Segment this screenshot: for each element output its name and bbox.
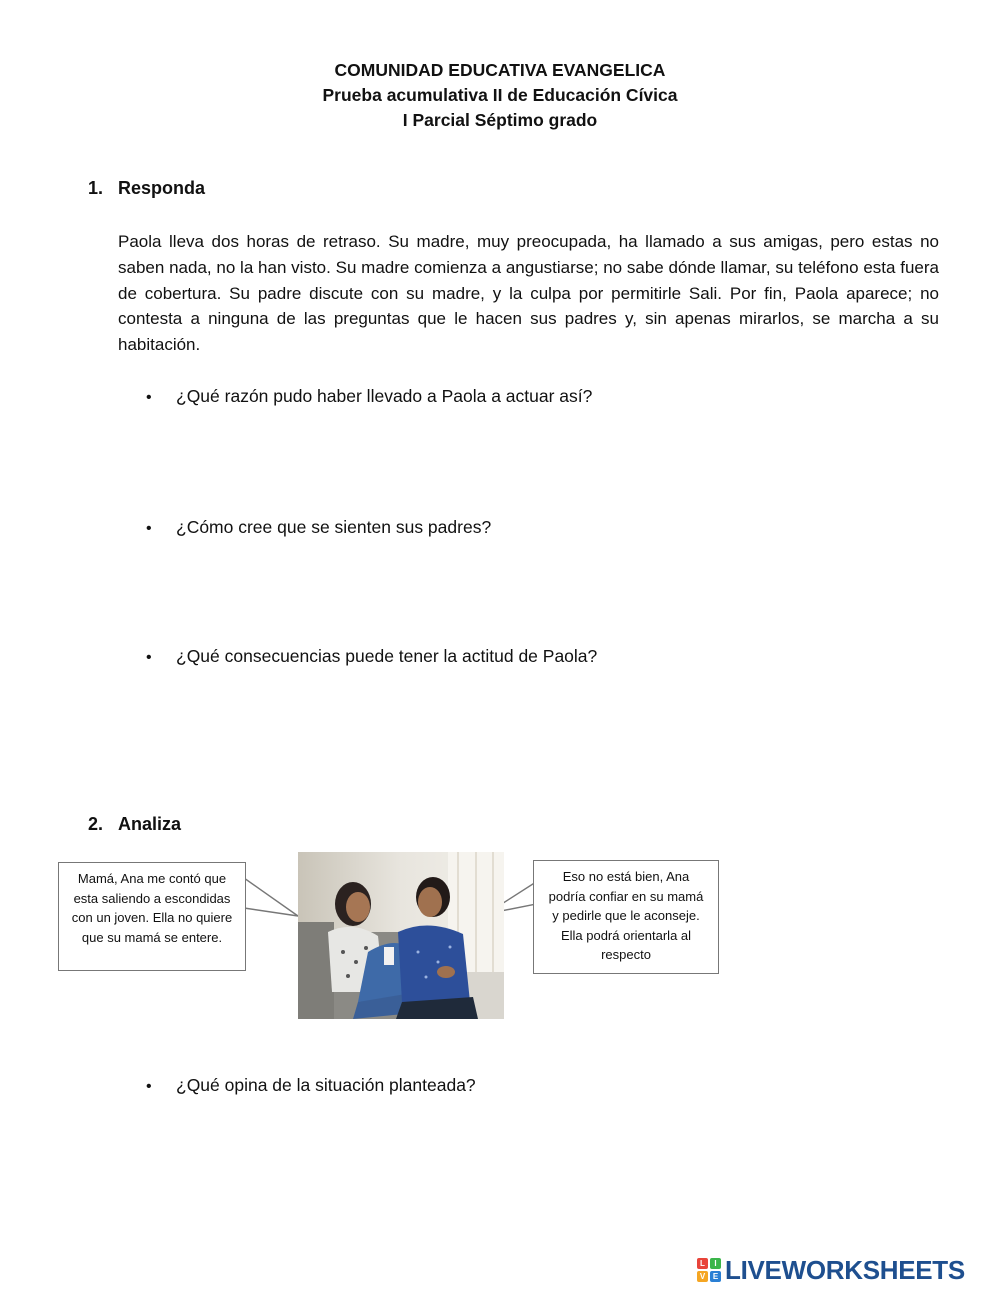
question-3 xyxy=(146,646,597,667)
story-paragraph: Paola lleva dos horas de retraso. Su madre, muy preocupada, ha llamado a sus amigas, pero estas no saben nada, no la han visto. Su madre comienza a angustiarse; no sabe dónde llamar, su teléfono esta fuera de cobertura. Su padre discute con su madre, y la culpa por permitirle Sali. Por fin, Paola aparece; no contesta a ninguna de las preguntas que le hacen sus padres y, sin apenas mirarlos, se marcha a su habitación. xyxy=(118,232,939,355)
bullet-icon: • xyxy=(146,649,152,666)
question-4 xyxy=(146,1075,476,1096)
school-name: COMUNIDAD EDUCATIVA EVANGELICA xyxy=(334,60,666,80)
exam-subtitle: I Parcial Séptimo grado xyxy=(402,110,598,130)
question-2-text: ¿Cómo cree que se sienten sus padres? xyxy=(176,517,492,537)
section-1-number: 1. xyxy=(88,178,104,198)
mother-daughter-photo xyxy=(298,852,504,1019)
section-2-label: Analiza xyxy=(118,814,182,834)
bullet-icon: • xyxy=(146,520,152,537)
question-1-text: ¿Qué razón pudo haber llevado a Paola a actuar así? xyxy=(176,386,593,406)
bullet-icon: • xyxy=(146,389,152,406)
exam-title: Prueba acumulativa II de Educación Cívica xyxy=(322,85,678,105)
question-4-text: ¿Qué opina de la situación planteada? xyxy=(176,1075,476,1095)
section-1-title xyxy=(88,178,205,199)
document-header xyxy=(0,58,1000,133)
liveworksheets-logo xyxy=(697,1256,965,1284)
section-2-number: 2. xyxy=(88,814,104,834)
question-3-text: ¿Qué consecuencias puede tener la actitud de Paola? xyxy=(176,646,598,666)
bullet-icon: • xyxy=(146,1078,152,1095)
question-1 xyxy=(146,386,592,407)
left-bubble-tail xyxy=(244,874,300,924)
section-1-label: Responda xyxy=(118,178,206,198)
speech-bubble-left: Mamá, Ana me contó que esta saliendo a escondidas con un joven. Ella no quiere que su mamá se entere. xyxy=(58,862,246,971)
logo-mark-icon: L I V E xyxy=(697,1258,721,1282)
logo-text: LIVEWORKSHEETS xyxy=(725,1254,965,1285)
section-2-title xyxy=(88,814,181,835)
speech-bubble-right: Eso no está bien, Ana podría confiar en su mamá y pedirle que le aconseje. Ella podrá orientarla al respecto xyxy=(533,860,719,974)
question-2 xyxy=(146,517,491,538)
